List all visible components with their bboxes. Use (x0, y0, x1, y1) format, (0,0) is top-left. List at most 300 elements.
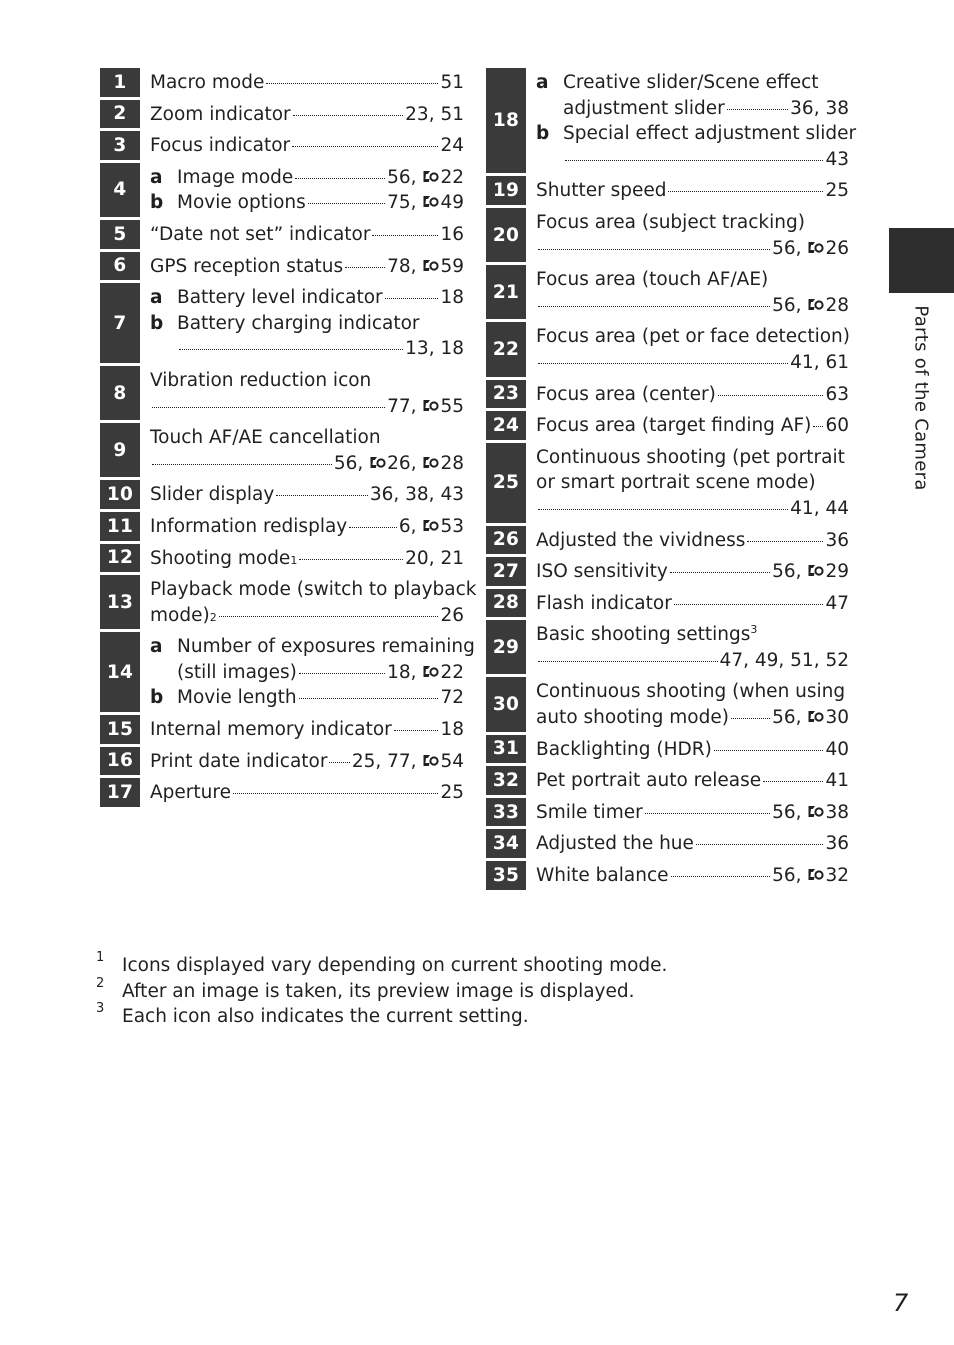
index-entry (100, 131, 464, 160)
reference-section-icon (423, 519, 439, 532)
page-numbers: 41, 61 (790, 351, 849, 373)
index-entry (486, 861, 849, 890)
reference-section-icon (423, 754, 439, 767)
entry-row (536, 178, 849, 204)
sub-item-letter: b (150, 687, 164, 709)
reference-page: 22 (440, 166, 464, 188)
entry-label: Flash indicator (536, 592, 672, 614)
entry-row (177, 190, 464, 216)
page-numbers: 43 (825, 148, 849, 170)
entry-line (150, 514, 464, 540)
entry-label: or smart portrait scene mode) (536, 472, 816, 494)
reference-section-icon (423, 665, 439, 678)
entry-line (536, 324, 849, 350)
page-number: 7 (893, 1289, 909, 1317)
page-numbers: 36, 38 (790, 97, 849, 119)
reference-page: 22 (440, 661, 464, 683)
page-numbers: 24 (440, 135, 464, 157)
entry-row (536, 737, 849, 763)
entry-line (150, 546, 464, 572)
entry-row (150, 222, 464, 248)
entry-body (140, 423, 464, 477)
sub-item-text (563, 147, 849, 173)
entry-row (536, 496, 849, 522)
item-number-badge: 18 (486, 68, 526, 173)
index-entry (100, 480, 464, 509)
index-entry (486, 735, 849, 764)
entry-line (536, 96, 849, 122)
entry-body (526, 798, 849, 827)
page-numbers: 56, (772, 707, 808, 729)
entry-line (536, 236, 849, 262)
footnote-mark: 3 (96, 1001, 105, 1017)
page-numbers: 75, (387, 192, 423, 214)
entry-label: Focus indicator (150, 135, 291, 157)
index-entry (100, 575, 477, 629)
index-entry (486, 557, 849, 586)
entry-line (150, 660, 464, 686)
dot-leader (345, 266, 385, 268)
entry-line (536, 800, 849, 826)
entry-label: Battery level indicator (177, 287, 383, 309)
entry-body (140, 163, 464, 217)
page-numbers: 47 (825, 592, 849, 614)
reference-section-icon (808, 868, 824, 881)
entry-body (140, 632, 475, 712)
page-numbers: 56, (772, 865, 808, 887)
sub-item-text (563, 70, 849, 96)
footnotes (96, 950, 796, 1030)
entry-label: Zoom indicator (150, 103, 291, 125)
page-numbers: 16 (440, 223, 464, 245)
page-numbers: 18 (440, 287, 464, 309)
reference-page: 59 (440, 255, 464, 277)
dot-leader (645, 812, 770, 814)
item-number-badge: 33 (486, 798, 526, 827)
entry-label: Print date indicator (150, 750, 328, 772)
entry-row: Shooting mode 1 20, 21 (150, 546, 464, 572)
page-numbers: 25, 77, (351, 750, 423, 772)
page-reference (825, 147, 849, 173)
reference-section-icon (423, 259, 439, 272)
dot-leader (349, 526, 397, 528)
page-numbers: 41 (825, 770, 849, 792)
entry-body (526, 829, 849, 858)
dot-leader (718, 394, 824, 396)
entry-row (150, 482, 464, 508)
entry-line (536, 293, 849, 319)
entry-label: Internal memory indicator (150, 719, 392, 741)
entry-line (150, 685, 464, 711)
entry-line (150, 102, 464, 128)
index-entry (100, 747, 464, 776)
page-reference (825, 382, 849, 408)
index-entry (100, 366, 464, 420)
entry-row (536, 293, 849, 319)
entry-line (150, 717, 464, 743)
index-entry (486, 677, 849, 731)
reference-page: 29 (825, 561, 849, 583)
page-reference (825, 831, 849, 857)
entry-label: Pet portrait auto release (536, 770, 762, 792)
sub-item-letter: b (150, 192, 164, 214)
entry-body (526, 68, 857, 173)
dot-leader (233, 792, 439, 794)
sub-item-text (177, 685, 464, 711)
page-numbers: 47, 49, 51, 52 (719, 649, 849, 671)
item-number-badge: 26 (486, 526, 526, 555)
page-reference (825, 591, 849, 617)
entry-line (536, 496, 849, 522)
entry-line (536, 648, 849, 674)
entry-label: Vibration reduction icon (150, 369, 372, 391)
entry-line (150, 634, 475, 660)
page-numbers: 36 (825, 833, 849, 855)
entry-body (140, 575, 477, 629)
entry-row (177, 685, 464, 711)
entry-row (536, 705, 849, 731)
index-entry (100, 220, 464, 249)
page-reference (825, 528, 849, 554)
page-numbers: 18, (387, 661, 423, 683)
index-entry (486, 68, 857, 173)
index-entry (486, 380, 849, 409)
entry-row (150, 394, 464, 420)
dot-leader (674, 603, 824, 605)
index-entry (486, 265, 849, 319)
index-entry (486, 443, 849, 523)
page-reference (790, 96, 849, 122)
page-numbers: 56, (333, 452, 370, 474)
item-number-badge: 19 (486, 176, 526, 205)
entry-line (150, 133, 464, 159)
entry-row (150, 749, 464, 775)
page-reference (387, 165, 464, 191)
entry-body (526, 861, 849, 890)
index-entry (100, 423, 464, 477)
reference-section-icon (423, 399, 439, 412)
item-number-badge: 2 (100, 100, 140, 129)
footnote (96, 1001, 796, 1030)
sub-item-text (563, 96, 849, 122)
dot-leader (727, 108, 788, 110)
page-reference (720, 648, 849, 674)
sub-item-letter: a (150, 636, 163, 658)
dot-leader (299, 672, 385, 674)
item-number-badge: 34 (486, 829, 526, 858)
entry-label: Movie length (177, 687, 297, 709)
index-entry (486, 829, 849, 858)
page-reference (825, 737, 849, 763)
page-numbers: 56, (772, 801, 808, 823)
reference-section-icon (423, 195, 439, 208)
entry-label: Battery charging indicator (177, 312, 420, 334)
page-numbers: 36 (825, 529, 849, 551)
entry-row (177, 285, 464, 311)
entry-line (536, 470, 849, 496)
entry-label: “Date not set” indicator (150, 223, 371, 245)
index-entry (486, 620, 849, 674)
page-numbers: 23, 51 (405, 103, 464, 125)
page-numbers: 60 (825, 415, 849, 437)
dot-leader (714, 749, 824, 751)
dot-leader (295, 177, 385, 179)
entry-label: Smile timer (536, 801, 643, 823)
entry-body (140, 512, 464, 541)
dot-leader (293, 114, 404, 116)
index-entry (100, 252, 464, 281)
dot-leader (538, 305, 770, 307)
entry-row (536, 559, 849, 585)
entry-label: Focus area (touch AF/AE) (536, 269, 769, 291)
reference-page: 28 (440, 452, 464, 474)
footnote-mark: 2 (96, 975, 105, 991)
entry-line (536, 705, 849, 731)
entry-body (526, 677, 849, 731)
item-number-badge: 25 (486, 443, 526, 523)
dot-leader (266, 82, 438, 84)
page-numbers: 18 (440, 719, 464, 741)
item-number-badge: 21 (486, 265, 526, 319)
entry-label: Shooting mode (150, 547, 291, 569)
footnote-text: After an image is taken, its preview image is displayed. (122, 980, 635, 1002)
entry-line (536, 70, 849, 96)
page-numbers: 6, (398, 515, 423, 537)
entry-body (140, 778, 464, 807)
page-numbers: 63 (825, 383, 849, 405)
dot-leader (394, 729, 439, 731)
reference-section-icon (808, 241, 824, 254)
entry-line (150, 482, 464, 508)
entry-row (536, 591, 849, 617)
page-reference (772, 559, 849, 585)
page-reference (772, 236, 849, 262)
footnote (96, 975, 796, 1005)
page-numbers: 77, (387, 395, 423, 417)
side-tab-marker (889, 228, 954, 293)
entry-line (536, 737, 849, 763)
entry-body (526, 766, 849, 795)
page-reference (440, 70, 464, 96)
page-reference (772, 293, 849, 319)
entry-line (536, 679, 849, 705)
index-entry (100, 632, 475, 712)
index-entry (100, 283, 464, 363)
reference-page: 49 (440, 192, 464, 214)
entry-line (150, 577, 477, 603)
index-entry (486, 766, 849, 795)
entry-row (150, 514, 464, 540)
entry-label: Focus area (subject tracking) (536, 211, 805, 233)
entry-body (526, 620, 849, 674)
entry-body (526, 380, 849, 409)
entry-line (536, 445, 849, 471)
dot-leader (747, 540, 823, 542)
entry-label: Playback mode (switch to playback (150, 579, 477, 601)
left-column (100, 68, 477, 810)
entry-line (536, 350, 849, 376)
page-reference (790, 350, 849, 376)
dot-leader (538, 508, 788, 510)
entry-row (563, 96, 849, 122)
entry-row (177, 660, 464, 686)
item-number-badge: 16 (100, 747, 140, 776)
item-number-badge: 31 (486, 735, 526, 764)
reference-page: 54 (440, 750, 464, 772)
reference-section-icon (423, 170, 439, 183)
entry-body (140, 220, 464, 249)
entry-label: (still images) (177, 661, 297, 683)
entry-body (140, 100, 464, 129)
entry-label: Information redisplay (150, 515, 348, 537)
sub-item-letter: a (150, 287, 163, 309)
right-column (486, 68, 857, 893)
index-entry (486, 411, 849, 440)
page-reference (440, 717, 464, 743)
reference-section-icon (370, 456, 386, 469)
entry-label: Creative slider/Scene effect (563, 72, 819, 93)
page-numbers: 25 (825, 180, 849, 202)
dot-leader (813, 425, 823, 427)
page-numbers: 41, 44 (790, 497, 849, 519)
sub-item-letter: b (150, 312, 164, 334)
entry-body (526, 526, 849, 555)
entry-body (526, 322, 849, 376)
page-numbers: 20, 21 (405, 547, 464, 569)
page-reference (440, 603, 464, 629)
page-numbers: 51 (440, 72, 464, 93)
entry-row (150, 133, 464, 159)
entry-line (150, 285, 464, 311)
entry-row (536, 648, 849, 674)
footnote (96, 950, 796, 979)
entry-line (536, 559, 849, 585)
dot-leader (385, 297, 439, 299)
reference-page: 28 (825, 294, 849, 316)
index-entry (486, 322, 849, 376)
side-tab-text: Parts of the Camera (910, 305, 932, 491)
entry-body (526, 443, 849, 523)
entry-row (536, 236, 849, 262)
index-entry (100, 163, 464, 217)
page-reference (440, 222, 464, 248)
entry-body (526, 411, 849, 440)
dot-leader (763, 780, 823, 782)
entry-label: Backlighting (HDR) (536, 738, 712, 760)
reference-page: 32 (825, 865, 849, 887)
entry-body (140, 283, 464, 363)
item-number-badge: 30 (486, 677, 526, 731)
entry-body (140, 366, 464, 420)
item-number-badge: 8 (100, 366, 140, 420)
entry-label: Adjusted the hue (536, 833, 694, 855)
entry-line (536, 591, 849, 617)
item-number-badge: 15 (100, 715, 140, 744)
entry-row (536, 863, 849, 889)
entry-line (150, 222, 464, 248)
entry-body (140, 252, 464, 281)
item-number-badge: 6 (100, 252, 140, 281)
page-reference (440, 780, 464, 806)
dot-leader (731, 717, 770, 719)
entry-row (536, 528, 849, 554)
entry-label: GPS reception status (150, 255, 344, 277)
dot-leader (152, 463, 332, 465)
sub-item-text (177, 285, 464, 311)
entry-row (150, 780, 464, 806)
sub-item-text (177, 660, 464, 686)
index-entry (486, 208, 849, 262)
page-reference (334, 451, 464, 477)
entry-label: Continuous shooting (pet portrait (536, 446, 845, 468)
entry-body (526, 208, 849, 262)
page-reference (825, 768, 849, 794)
entry-row (150, 254, 464, 280)
item-number-badge: 1 (100, 68, 140, 97)
entry-line (150, 165, 464, 191)
page-numbers: 56, (772, 237, 808, 259)
dot-leader (671, 875, 771, 877)
entry-row (150, 451, 464, 477)
entry-row (536, 413, 849, 439)
dot-leader (219, 615, 439, 617)
entry-row (536, 831, 849, 857)
index-entry (100, 715, 464, 744)
entry-line (150, 70, 464, 96)
page-reference (387, 254, 464, 280)
page-numbers: 78, (387, 255, 423, 277)
entry-line (536, 147, 849, 173)
dot-leader (179, 348, 403, 350)
item-number-badge: 29 (486, 620, 526, 674)
entry-body (140, 480, 464, 509)
sub-item-letter: a (536, 72, 549, 93)
entry-row (536, 768, 849, 794)
page-reference (405, 336, 464, 362)
entry-label: Number of exposures remaining (177, 636, 475, 658)
entry-body (526, 557, 849, 586)
entry-label: Macro mode (150, 72, 265, 93)
sub-item-text (177, 311, 464, 337)
entry-row (150, 717, 464, 743)
page-reference (387, 190, 464, 216)
entry-label: Aperture (150, 782, 231, 804)
page-reference (440, 285, 464, 311)
entry-body (526, 265, 849, 319)
entry-row (536, 350, 849, 376)
entry-body (140, 131, 464, 160)
entry-body (140, 68, 464, 97)
entry-body (140, 715, 464, 744)
entry-line (150, 780, 464, 806)
reference-page: 38 (825, 801, 849, 823)
entry-body (140, 544, 464, 573)
reference-section-icon (423, 456, 439, 469)
page-reference (370, 482, 464, 508)
entry-body (526, 735, 849, 764)
dot-leader (329, 761, 349, 763)
entry-label: Basic shooting settings (536, 624, 751, 646)
entry-label: Continuous shooting (when using (536, 681, 846, 703)
page-numbers: , (410, 452, 423, 474)
entry-line (150, 749, 464, 775)
item-number-badge: 20 (486, 208, 526, 262)
entry-label: Slider display (150, 484, 275, 506)
entry-label: Adjusted the vividness (536, 529, 746, 551)
item-number-badge: 14 (100, 632, 140, 712)
entry-body (526, 176, 849, 205)
entry-label: Focus area (target finding AF) (536, 415, 812, 437)
